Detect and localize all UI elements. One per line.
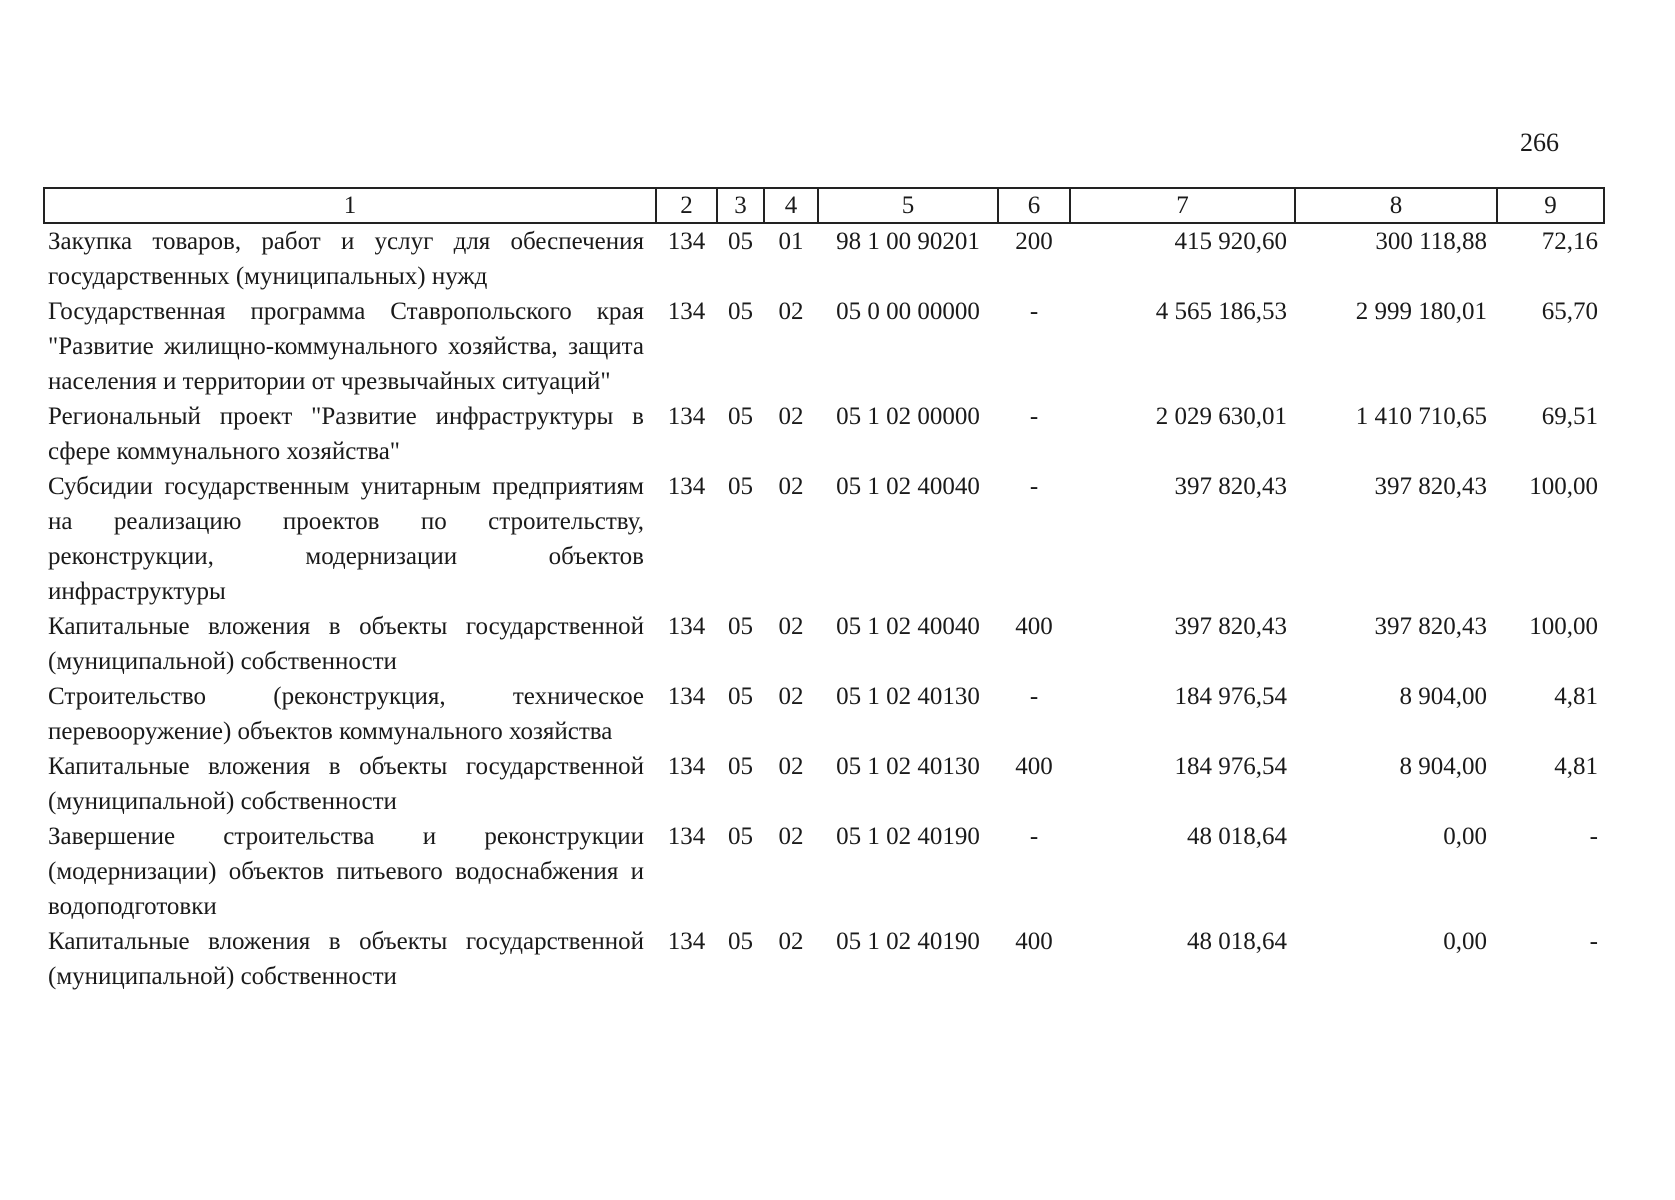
code-ministry: 134 <box>667 613 706 640</box>
code-ministry: 134 <box>667 683 706 710</box>
execution-percent: - <box>1589 823 1598 850</box>
column-header-2: 2 <box>656 188 717 223</box>
execution-percent: 100,00 <box>1529 613 1598 640</box>
code-target-article: 05 1 02 40040 <box>836 613 980 640</box>
executed-amount: 300 118,88 <box>1375 228 1487 255</box>
table-body <box>44 223 1604 994</box>
code-ministry: 134 <box>667 473 706 500</box>
code-subsection: 02 <box>778 753 804 780</box>
approved-amount: 4 565 186,53 <box>1155 298 1287 325</box>
code-expense-type: 400 <box>1015 613 1053 640</box>
code-section: 05 <box>728 298 753 325</box>
code-section: 05 <box>728 683 753 710</box>
table-row <box>44 294 1604 399</box>
code-target-article: 05 1 02 40130 <box>836 683 980 710</box>
code-subsection: 02 <box>778 613 804 640</box>
code-ministry: 134 <box>667 298 706 325</box>
executed-amount: 8 904,00 <box>1399 683 1487 710</box>
approved-amount: 415 920,60 <box>1174 228 1287 255</box>
approved-amount: 184 976,54 <box>1174 683 1287 710</box>
execution-percent: 4,81 <box>1554 753 1598 780</box>
execution-percent: 4,81 <box>1554 683 1598 710</box>
code-subsection: 02 <box>778 683 804 710</box>
code-section: 05 <box>728 823 753 850</box>
code-subsection: 02 <box>778 403 804 430</box>
execution-percent: 65,70 <box>1541 298 1598 325</box>
executed-amount: 2 999 180,01 <box>1355 298 1487 325</box>
code-ministry: 134 <box>667 753 706 780</box>
code-target-article: 98 1 00 90201 <box>836 228 980 255</box>
item-name: Капитальные вложения в объекты государственной (муниципальной) собственности <box>48 928 644 990</box>
item-name: Капитальные вложения в объекты государственной (муниципальной) собственности <box>48 613 644 675</box>
code-ministry: 134 <box>667 228 706 255</box>
code-ministry: 134 <box>667 928 706 955</box>
code-subsection: 02 <box>778 473 804 500</box>
code-subsection: 01 <box>778 228 804 255</box>
approved-amount: 397 820,43 <box>1174 473 1287 500</box>
item-name: Региональный проект "Развитие инфраструктуры в сфере коммунального хозяйства" <box>48 403 644 465</box>
code-section: 05 <box>728 928 753 955</box>
item-name: Капитальные вложения в объекты государственной (муниципальной) собственности <box>48 753 644 815</box>
table-row <box>44 609 1604 679</box>
code-ministry: 134 <box>667 823 706 850</box>
executed-amount: 8 904,00 <box>1399 753 1487 780</box>
item-name: Завершение строительства и реконструкции (модернизации) объектов питьевого водоснабжения и водоподготовки <box>48 823 644 920</box>
code-ministry: 134 <box>667 403 706 430</box>
table-row <box>44 469 1604 609</box>
code-expense-type: 400 <box>1015 928 1053 955</box>
code-target-article: 05 1 02 40190 <box>836 823 980 850</box>
code-section: 05 <box>728 753 753 780</box>
executed-amount: 397 820,43 <box>1374 613 1487 640</box>
approved-amount: 397 820,43 <box>1174 613 1287 640</box>
column-header-4: 4 <box>764 188 818 223</box>
item-name: Закупка товаров, работ и услуг для обеспечения государственных (муниципальных) нужд <box>48 228 644 290</box>
approved-amount: 184 976,54 <box>1174 753 1287 780</box>
code-expense-type: 200 <box>1015 228 1053 255</box>
budget-table <box>43 187 1605 994</box>
code-target-article: 05 1 02 40040 <box>836 473 980 500</box>
table-row <box>44 749 1604 819</box>
column-header-1: 1 <box>44 188 656 223</box>
code-section: 05 <box>728 473 753 500</box>
code-target-article: 05 0 00 00000 <box>836 298 980 325</box>
executed-amount: 397 820,43 <box>1374 473 1487 500</box>
code-expense-type: - <box>1029 823 1039 850</box>
code-expense-type: - <box>1029 683 1039 710</box>
code-section: 05 <box>728 228 753 255</box>
execution-percent: 100,00 <box>1529 473 1598 500</box>
column-header-6: 6 <box>998 188 1070 223</box>
code-expense-type: - <box>1029 403 1039 430</box>
column-header-3: 3 <box>717 188 764 223</box>
execution-percent: 72,16 <box>1541 228 1598 255</box>
table-row <box>44 223 1604 294</box>
table-row <box>44 924 1604 994</box>
column-header-5: 5 <box>818 188 998 223</box>
code-expense-type: - <box>1029 298 1039 325</box>
code-expense-type: 400 <box>1015 753 1053 780</box>
code-subsection: 02 <box>778 823 804 850</box>
header-row <box>44 188 1604 223</box>
code-subsection: 02 <box>778 298 804 325</box>
code-target-article: 05 1 02 00000 <box>836 403 980 430</box>
code-section: 05 <box>728 403 753 430</box>
table-row <box>44 679 1604 749</box>
item-name: Государственная программа Ставропольского края "Развитие жилищно-коммунального хозяйства, защита населения и территории от чрезвычайных ситуаций" <box>48 298 644 395</box>
item-name: Строительство (реконструкция, техническое перевооружение) объектов коммунального хозяйства <box>48 683 644 745</box>
approved-amount: 48 018,64 <box>1187 823 1287 850</box>
execution-percent: 69,51 <box>1541 403 1598 430</box>
approved-amount: 48 018,64 <box>1187 928 1287 955</box>
code-section: 05 <box>728 613 753 640</box>
executed-amount: 0,00 <box>1443 823 1487 850</box>
page-number: 266 <box>1520 128 1559 157</box>
table-row <box>44 399 1604 469</box>
column-header-8: 8 <box>1295 188 1497 223</box>
column-header-9: 9 <box>1497 188 1604 223</box>
executed-amount: 1 410 710,65 <box>1355 403 1487 430</box>
approved-amount: 2 029 630,01 <box>1155 403 1287 430</box>
executed-amount: 0,00 <box>1443 928 1487 955</box>
column-header-7: 7 <box>1070 188 1295 223</box>
item-name: Субсидии государственным унитарным предприятиям на реализацию проектов по строительству, реконструкции, модернизации объектов инфраструктуры <box>48 473 644 605</box>
execution-percent: - <box>1589 928 1598 955</box>
code-expense-type: - <box>1029 473 1039 500</box>
table-row <box>44 819 1604 924</box>
code-target-article: 05 1 02 40190 <box>836 928 980 955</box>
code-target-article: 05 1 02 40130 <box>836 753 980 780</box>
code-subsection: 02 <box>778 928 804 955</box>
